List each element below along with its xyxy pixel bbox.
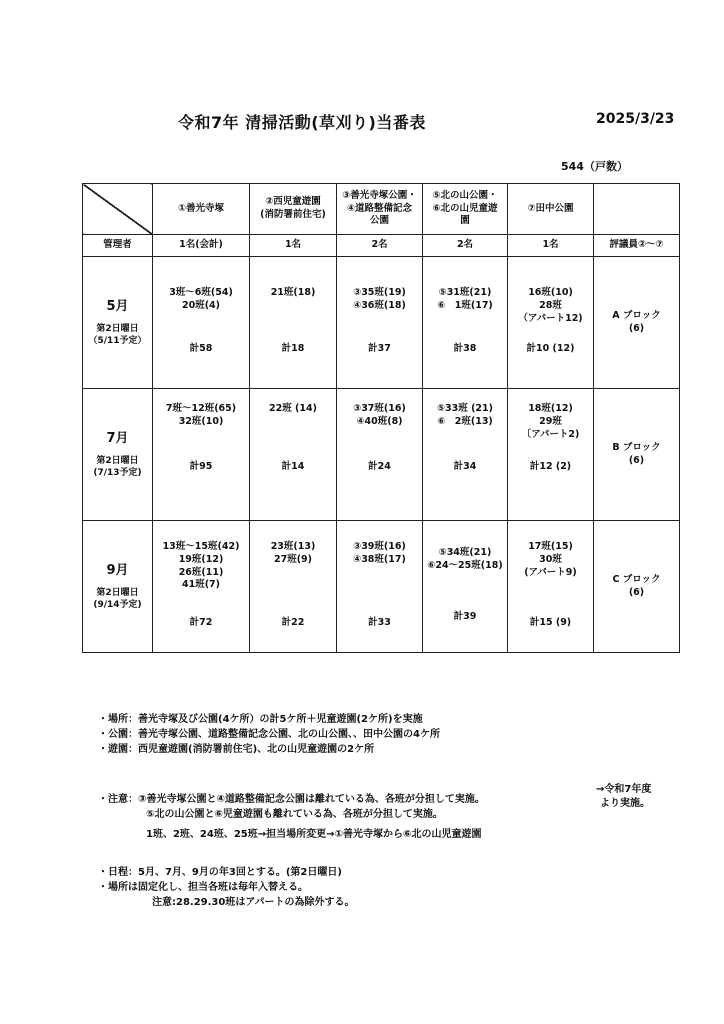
assignment-cell: ③35班(19) ④36班(18) 計37 [337, 257, 423, 389]
assignment-cell: ⑤33班 (21) ⑥ 2班(13) 計34 [423, 389, 508, 521]
note-line: ・公園：善光寺塚公園、道路整備記念公園、北の山公園、、田中公園の4ケ所 [98, 729, 440, 740]
manager-value: 1名 [508, 235, 594, 257]
note-line: ・注意：③善光寺塚公園と④道路整備記念公園は離れている為、各班が分担して実施。 [98, 794, 485, 805]
assignment-cell: 3班～6班(54) 20班(4) 計58 [153, 257, 250, 389]
note-line: ・日程：5月、7月、9月の年3回とする。(第2日曜日) [98, 867, 342, 878]
assignment-cell: ③39班(16) ④38班(17) 計33 [337, 521, 423, 653]
month-label: 7月 第2日曜日 (7/13予定) [83, 389, 153, 521]
header-park-5-6: ⑤北の山公園・ ⑥北の山児童遊 園 [423, 184, 508, 235]
notes-schedule [98, 865, 355, 910]
note-line: ・場所：善光寺塚及び公園(4ケ所）の計5ケ所＋児童遊園(2ケ所)を実施 [98, 714, 423, 725]
corner-cell [83, 184, 153, 235]
header-tanaka-park: ⑦田中公園 [508, 184, 594, 235]
assignment-cell: 22班 (14) 計14 [250, 389, 337, 521]
assignment-cell: 7班～12班(65) 32班(10) 計95 [153, 389, 250, 521]
note-line: 注意:28.29.30班はアパートの為除外する。 [152, 897, 355, 908]
month-row-may [83, 257, 680, 389]
assignment-cell: 16班(10) 28班 （アパート12) 計10 (12) [508, 257, 594, 389]
assignment-cell: ③37班(16) ④40班(8) 計24 [337, 389, 423, 521]
note-line: 1班、2班、24班、25班→担当場所変更→①善光寺塚から⑥北の山児童遊園 [146, 829, 482, 840]
document-date: 2025/3/23 [596, 111, 675, 127]
assignment-cell: 17班(15) 30班 (アパート9) 計15 (9) [508, 521, 594, 653]
side-note: →令和7年度 より実施。 [596, 784, 652, 809]
header-empty [594, 184, 680, 235]
header-park-3-4: ③善光寺塚公園・ ④道路整備記念 公園 [337, 184, 423, 235]
manager-row [83, 235, 680, 257]
manager-value: 評議員②～⑦ [594, 235, 680, 257]
month-row-september [83, 521, 680, 653]
header-row [83, 184, 680, 235]
manager-value: 2名 [337, 235, 423, 257]
header-zenkoji: ①善光寺塚 [153, 184, 250, 235]
note-line: ⑤北の山公園と⑥児童遊園も離れている為、各班が分担して実施。 [146, 809, 443, 820]
page-title: 令和7年 清掃活動(草刈り)当番表 [178, 113, 426, 132]
note-line: ・遊園：西児童遊園(消防署前住宅)、北の山児童遊園の2ケ所 [98, 744, 375, 755]
month-label: 9月 第2日曜日 (9/14予定) [83, 521, 153, 653]
block-cell: C ブロック (6) [594, 521, 680, 653]
manager-value: 2名 [423, 235, 508, 257]
notes-caution [98, 792, 485, 842]
block-cell: B ブロック (6) [594, 389, 680, 521]
assignment-cell: 13班～15班(42) 19班(12) 26班(11) 41班(7) 計72 [153, 521, 250, 653]
manager-value: 1名(会計) [153, 235, 250, 257]
assignment-cell: 21班(18) 計18 [250, 257, 337, 389]
manager-value: 1名 [250, 235, 337, 257]
assignment-cell: ⑤31班(21) ⑥ 1班(17) 計38 [423, 257, 508, 389]
manager-label: 管理者 [83, 235, 153, 257]
assignment-cell: 23班(13) 27班(9) 計22 [250, 521, 337, 653]
assignment-cell: ⑤34班(21) ⑥24～25班(18) 計39 [423, 521, 508, 653]
month-row-july [83, 389, 680, 521]
duty-schedule-table [82, 183, 680, 653]
block-cell: A ブロック (6) [594, 257, 680, 389]
household-count: 544（戸数） [561, 160, 628, 173]
header-nishi-park: ②西児童遊園 (消防署前住宅) [250, 184, 337, 235]
note-line: ・場所は固定化し、担当各班は毎年入替える。 [98, 882, 308, 893]
assignment-cell: 18班(12) 29班 〔アパート2) 計12 (2) [508, 389, 594, 521]
month-label: 5月 第2日曜日 （5/11予定） [83, 257, 153, 389]
notes-places [98, 712, 440, 757]
